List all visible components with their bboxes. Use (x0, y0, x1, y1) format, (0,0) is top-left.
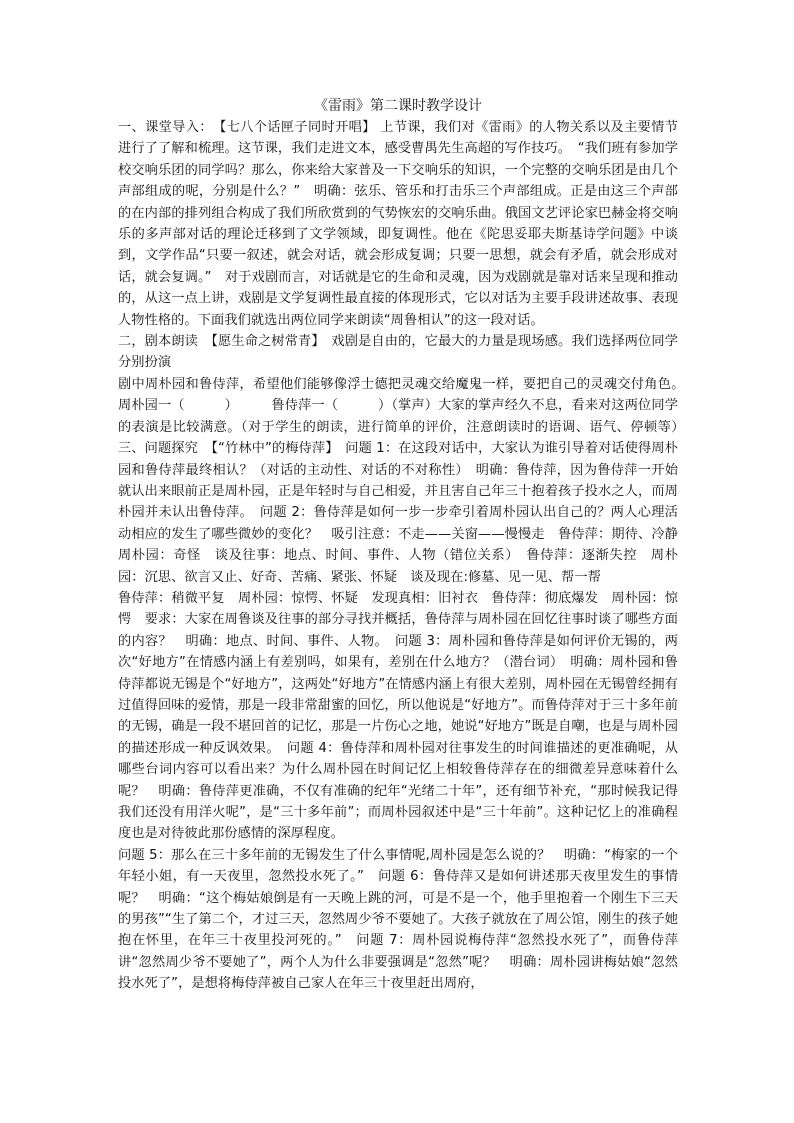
document-title: 《雷雨》第二课时教学设计 (314, 98, 482, 114)
paragraph-script-reading: 二，剧本朗读 【愿生命之树常青】 戏剧是自由的，它最大的力量是现场感。我们选择两位同学分别扮演 (118, 334, 678, 371)
paragraph-introduction: 一、课堂导入： 【七八个话匣子同时开唱】 上节课，我们对《雷雨》的人物关系以及主要情节进行了了解和梳理。这节课，我们走进文本，感受曹禺先生高超的写作技巧。 “我们班有参加学校交响乐团的同学吗？那么，你来给大家普及一下交响乐的知识，一个完整的交响乐团是由几个声部组成的呢，分别是什么？” 明确：弦乐、管乐和打击乐三个声部组成。正是由这三个声部的在内部的排列组合构成了我们所欣赏到的气势恢宏的交响乐曲。俄国文艺评论家巴赫金将交响乐的多声部对话的理论迁移到了文学领域，即复调性。他在《陀思妥耶夫斯基诗学问题》中谈到，文学作品“只要一叙述，就会对话，就会形成复调；只要一思想，就会有矛盾，就会形成对话，就会复调。” 对于戏剧而言，对话就是它的生命和灵魂，因为戏剧就是靠对话来呈现和推动的，从这一点上讲，戏剧是文学复调性最直接的体现形式，它以对话为主要手段讲述故事、表现人物性格的。下面我们就选出两位同学来朗读“周鲁相认”的这一段对话。 (118, 120, 678, 328)
document-page (118, 96, 692, 995)
paragraph-questions-5-7: 问题 5：那么在三十多年前的无锡发生了什么事情呢,周朴园是怎么说的？ 明确：“梅家的一个年轻小姐，有一天夜里，忽然投水死了。” 问题 6：鲁侍萍又是如何讲述那天夜里发生的事情呢？ 明确：“这个梅姑娘倒是有一天晚上跳的河，可是不是一个，他手里抱着一个刚生下三天的男孩”“生了第二个，才过三天，忽然周少爷不要她了。大孩子就放在了周公馆，刚生的孩子她抱在怀里，在年三十夜里投河死的。” 问题 7：周朴园说梅侍萍“忽然投水死了”，而鲁侍萍讲“忽然周少爷不要她了”，两个人为什么非要强调是“忽然”呢？ 明确：周朴园讲梅姑娘“忽然投水死了”，是想将梅侍萍被自己家人在年三十夜里赶出周府， (118, 847, 678, 992)
paragraph-questions-3-4: 鲁侍萍：稍微平复 周朴园：惊愕、怀疑 发现真相：旧衬衣 鲁侍萍：彻底爆发 周朴园：惊愕 要求：大家在周鲁谈及往事的部分寻找并概括，鲁侍萍与周朴园在回忆往事时谈了哪些方面的内容？ 明确：地点、时间、事件、人物。 问题 3：周朴园和鲁侍萍是如何评价无锡的，两次“好地方”在情感内涵上有差别吗，如果有，差别在什么地方？（潜台词） 明确：周朴园和鲁侍萍都说无锡是个“好地方”，这两处“好地方”在情感内涵上有很大差别，周朴园在无锡曾经拥有过值得回味的爱情，那是一段非常甜蜜的回忆，所以他说是“好地方”。而鲁侍萍对于三十多年前的无锡，确是一段不堪回首的记忆，那是一片伤心之地，她说“好地方”既是自嘲，也是与周朴园的描述形成一种反讽效果。 问题 4：鲁侍萍和周朴园对往事发生的时间谁描述的更准确呢，从哪些台词内容可以看出来？为什么周朴园在时间记忆上相较鲁侍萍存在的细微差异意味着什么呢？ 明确：鲁侍萍更准确，不仅有准确的纪年“光绪二十年”，还有细节补充，“那时候我记得我们还没有用洋火呢”，是“三十多年前”；而周朴园叙述中是“三十年前”。这种记忆上的准确程度也是对待彼此那份感情的深厚程度。 (118, 590, 678, 842)
paragraph-role-play-and-questions: 剧中周朴园和鲁侍萍，希望他们能够像浮士德把灵魂交给魔鬼一样，要把自己的灵魂交付角色。 周朴园一（ ） 鲁侍萍一（ ）（掌声）大家的掌声经久不息，看来对这两位同学的表演是比较满意。（对于学生的朗读，进行简单的评价，注意朗读时的语调、语气、停顿等） 三、问题探究 【“竹林中”的梅侍萍】 问题 1：在这段对话中，大家认为谁引导着对话使得周朴园和鲁侍萍最终相认？（对话的主动性、对话的不对称性） 明确：鲁侍萍，因为鲁侍萍一开始就认出来眼前正是周朴园，正是年轻时与自己相爱，并且害自己年三十抱着孩子投水之人，而周朴园并未认出鲁侍萍。 问题 2：鲁侍萍是如何一步一步牵引着周朴园认出自己的？两人心理活动相应的发生了哪些微妙的变化？ 吸引注意：不走——关窗——慢慢走 鲁侍萍：期待、冷静 周朴园：奇怪 谈及往事：地点、时间、事件、人物（错位关系） 鲁侍萍：逐渐失控 周朴园：沉思、欲言又止、好奇、苦痛、紧张、怀疑 谈及现在:修墓、见一见、帮一帮 (118, 376, 692, 585)
